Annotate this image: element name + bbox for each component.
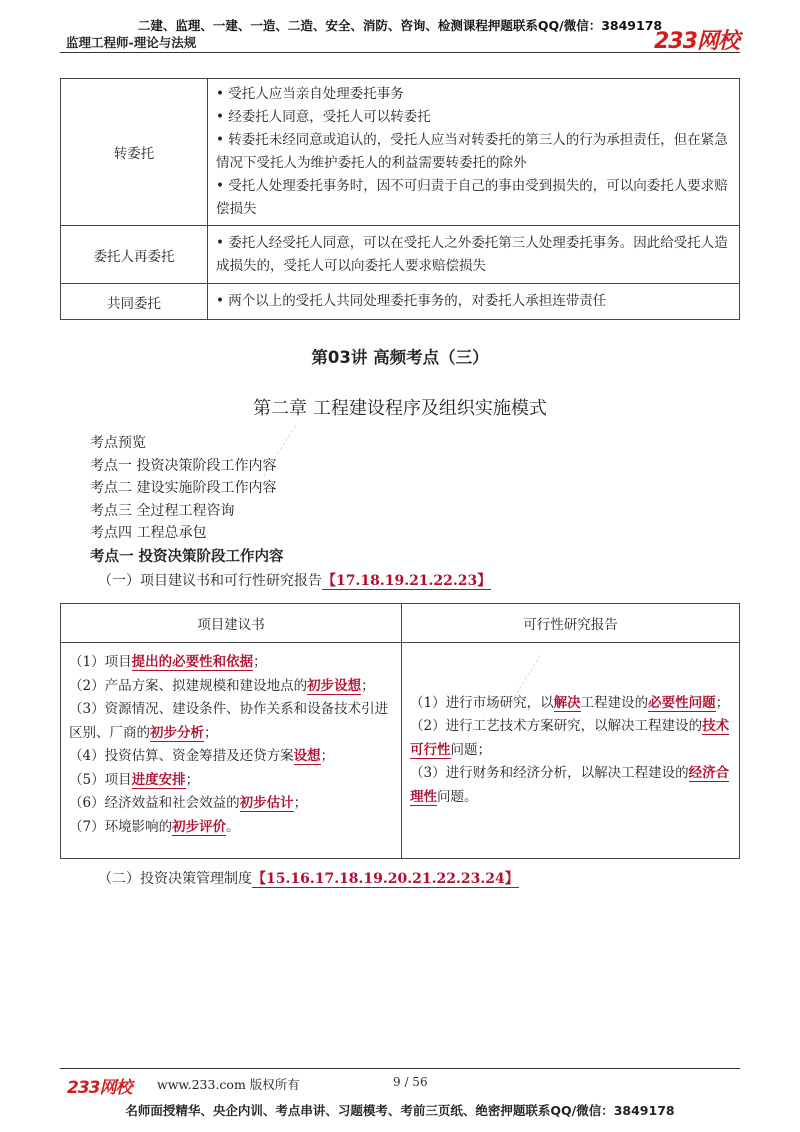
list-item: • 受托人应当亲自处理委托事务 xyxy=(216,86,404,102)
preview-item: 考点四 工程总承包 xyxy=(90,525,207,541)
preview-item: 考点二 建设实施阶段工作内容 xyxy=(90,480,277,496)
section2-label: （二）投资决策管理制度 xyxy=(98,871,252,887)
watermark xyxy=(263,425,296,477)
delegation-table xyxy=(60,78,740,320)
list-item: （7）环境影响的初步评价。 xyxy=(69,818,240,835)
row-name: 共同委托 xyxy=(61,284,208,320)
list-item: （1）进行市场研究，以解决工程建设的必要性问题； xyxy=(410,694,730,711)
list-item: （1）项目提出的必要性和依据； xyxy=(69,654,267,670)
header-subtitle: 监理工程师-理论与法规 xyxy=(66,35,197,50)
header-rule xyxy=(60,52,740,53)
section1-years: 【17.18.19.21.22.23】 xyxy=(322,573,492,589)
footer-url: www.233.com 版权所有 xyxy=(157,1077,300,1092)
row-content xyxy=(208,226,740,284)
section2-heading xyxy=(98,868,519,888)
table-row xyxy=(61,643,740,859)
row-name: 委托人再委托 xyxy=(61,226,208,284)
list-item: （6）经济效益和社会效益的初步估计； xyxy=(69,795,308,811)
header-top-line: 二建、监理、一建、一造、二造、安全、消防、咨询、检测课程押题联系QQ/微信：3849178 xyxy=(137,18,663,33)
row-content xyxy=(208,284,740,320)
section1-heading xyxy=(98,570,491,590)
point1-heading: 考点一 投资决策阶段工作内容 xyxy=(90,549,284,565)
list-item: （3）进行财务和经济分析，以解决工程建设的经济合理性问题。 xyxy=(410,765,730,805)
row-content xyxy=(208,79,740,226)
comparison-table xyxy=(60,603,740,859)
header-proposal: 项目建议书 xyxy=(61,604,402,643)
table-row xyxy=(61,284,740,320)
list-item: （4）投资估算、资金筹措及还贷方案设想； xyxy=(69,748,335,764)
list-item: （2）产品方案、拟建规模和建设地点的初步设想； xyxy=(69,677,375,694)
section1-label: （一）项目建议书和可行性研究报告 xyxy=(98,573,322,589)
list-item: • 经委托人同意，受托人可以转委托 xyxy=(216,109,431,125)
logo-233-bottom: 233网校 xyxy=(67,1078,132,1098)
table-header-row xyxy=(61,604,740,643)
list-item: • 转委托未经同意或追认的，受托人应当对转委托的第三人的行为承担责任，但在紧急情况下受托人为维护委托人的利益需要转委托的除外 xyxy=(216,132,728,171)
preview-item: 考点一 投资决策阶段工作内容 xyxy=(90,458,277,474)
footer-rule xyxy=(60,1068,740,1069)
page-number: 9 / 56 xyxy=(393,1075,428,1089)
section2-years: 【15.16.17.18.19.20.21.22.23.24】 xyxy=(252,871,519,887)
list-item: • 委托人经受托人同意，可以在受托人之外委托第三人处理委托事务。因此给受托人造成损失的，受托人可以向委托人要求赔偿损失 xyxy=(216,234,728,274)
list-item: • 受托人处理委托事务时，因不可归责于自己的事由受到损失的，可以向委托人要求赔偿损失 xyxy=(216,178,728,217)
chapter-title: 第二章 工程建设程序及组织实施模式 xyxy=(253,398,547,419)
list-item: （3）资源情况、建设条件、协作关系和设备技术引进区别、厂商的初步分析； xyxy=(69,701,389,741)
preview-item: 考点三 全过程工程咨询 xyxy=(90,503,235,519)
list-item: • 两个以上的受托人共同处理委托事务的，对委托人承担连带责任 xyxy=(216,293,607,309)
preview-heading: 考点预览 xyxy=(90,435,146,451)
row-name: 转委托 xyxy=(61,79,208,226)
proposal-cell xyxy=(61,643,402,859)
logo-233-top: 233网校 xyxy=(654,29,739,54)
feasibility-cell xyxy=(402,643,740,859)
table-row xyxy=(61,226,740,284)
table-row xyxy=(61,79,740,226)
header-feasibility: 可行性研究报告 xyxy=(402,604,740,643)
lecture-title: 第03讲 高频考点（三） xyxy=(311,348,489,367)
list-item: （5）项目进度安排； xyxy=(69,771,200,788)
list-item: （2）进行工艺技术方案研究，以解决工程建设的技术可行性问题； xyxy=(410,718,730,758)
footer-contact-line: 名师面授精华、央企内训、考点串讲、习题模考、考前三页纸、绝密押题联系QQ/微信：3849178 xyxy=(125,1103,675,1118)
